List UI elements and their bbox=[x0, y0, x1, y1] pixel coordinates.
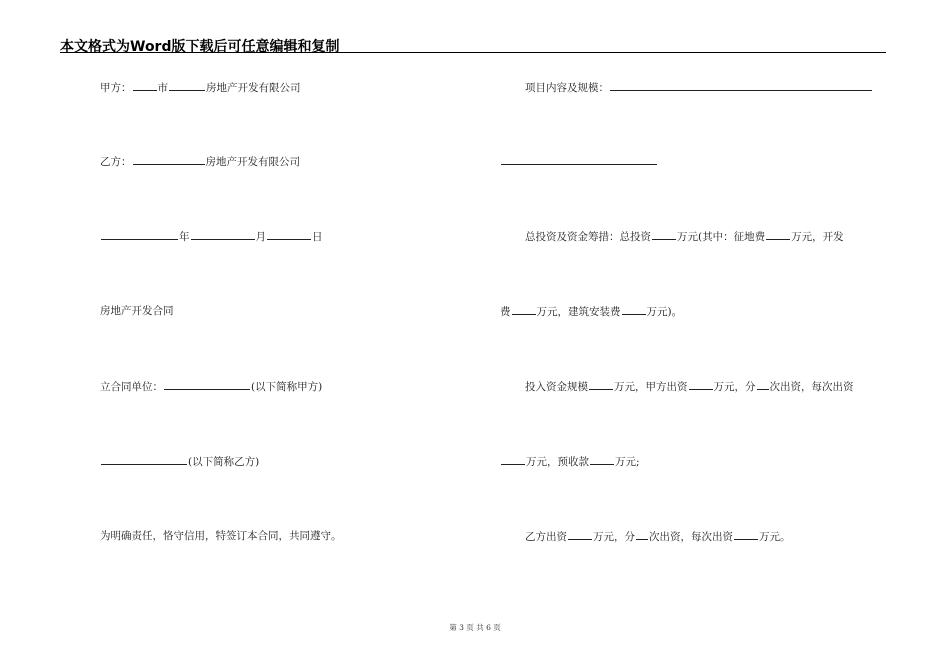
capital-text-6: 万元; bbox=[615, 456, 640, 468]
project-label: 项目内容及规模： bbox=[525, 82, 609, 94]
year-label: 年 bbox=[179, 231, 190, 243]
signing-unit-label: 立合同单位： bbox=[100, 381, 163, 393]
header-divider bbox=[60, 52, 886, 53]
project-blank-2 bbox=[501, 154, 657, 165]
party-b-capital-blank bbox=[568, 529, 592, 540]
document-header-title: 本文格式为Word版下载后可任意编辑和复制 bbox=[60, 39, 340, 55]
party-b-capital-line bbox=[525, 529, 791, 544]
party-b-capital-text-3: 次出资，每次出资 bbox=[649, 531, 733, 543]
party-b-short-blank bbox=[101, 454, 187, 465]
party-b-company: 房地产开发有限公司 bbox=[205, 156, 300, 168]
city-label: 市 bbox=[157, 82, 168, 94]
capital-text-1: 投入资金规模 bbox=[525, 381, 588, 393]
month-label: 月 bbox=[255, 231, 266, 243]
investment-text-6: 万元)。 bbox=[646, 306, 683, 318]
city-blank bbox=[133, 80, 157, 91]
party-a-company: 房地产开发有限公司 bbox=[206, 82, 301, 94]
project-line bbox=[525, 80, 873, 95]
page-number: 第 3 页 共 6 页 bbox=[449, 623, 501, 632]
construction-fee-blank bbox=[622, 304, 646, 315]
party-b-capital-text-4: 万元。 bbox=[759, 531, 791, 543]
date-line bbox=[100, 229, 323, 244]
capital-text-3: 万元，分 bbox=[713, 381, 756, 393]
capital-text-2: 万元，甲方出资 bbox=[614, 381, 688, 393]
investment-text-3: 万元，开发 bbox=[791, 231, 844, 243]
installments-blank bbox=[757, 379, 769, 390]
party-b-installments-blank bbox=[636, 529, 648, 540]
day-blank bbox=[267, 229, 311, 240]
per-installment-blank bbox=[501, 454, 525, 465]
year-blank bbox=[101, 229, 178, 240]
advance-payment-blank bbox=[590, 454, 614, 465]
investment-line-1 bbox=[525, 229, 844, 244]
day-label: 日 bbox=[312, 231, 323, 243]
signing-unit-blank bbox=[164, 379, 250, 390]
month-blank bbox=[191, 229, 255, 240]
capital-line-2 bbox=[500, 454, 640, 469]
capital-scale-blank bbox=[589, 379, 613, 390]
purpose-statement: 为明确责任，恪守信用，特签订本合同，共同遵守。 bbox=[100, 530, 342, 542]
land-fee-blank bbox=[766, 229, 790, 240]
party-a-label: 甲方： bbox=[100, 82, 132, 94]
total-investment-blank bbox=[652, 229, 676, 240]
party-a-capital-blank bbox=[689, 379, 713, 390]
party-a-line bbox=[100, 80, 301, 95]
signing-unit-suffix: (以下简称甲方) bbox=[251, 381, 323, 393]
capital-text-5: 万元，预收款 bbox=[526, 456, 589, 468]
project-blank bbox=[610, 80, 872, 91]
investment-text-1: 总投资及资金筹措：总投资 bbox=[525, 231, 651, 243]
party-a-name-blank bbox=[169, 80, 205, 91]
party-b-line bbox=[100, 154, 300, 169]
party-b-capital-text-1: 乙方出资 bbox=[525, 531, 567, 543]
investment-line-2 bbox=[500, 304, 682, 319]
investment-text-5: 万元，建筑安装费 bbox=[536, 306, 621, 318]
party-b-per-installment-blank bbox=[734, 529, 758, 540]
investment-text-4: 费 bbox=[500, 306, 511, 318]
contract-title: 房地产开发合同 bbox=[100, 305, 174, 317]
investment-text-2: 万元(其中：征地费 bbox=[677, 231, 766, 243]
dev-fee-blank bbox=[512, 304, 536, 315]
capital-line-1 bbox=[525, 379, 854, 394]
party-b-capital-text-2: 万元，分 bbox=[593, 531, 635, 543]
party-b-short-line bbox=[100, 454, 259, 469]
signing-unit-line bbox=[100, 379, 322, 394]
party-b-name-blank bbox=[133, 154, 205, 165]
project-continuation bbox=[500, 154, 658, 169]
capital-text-4: 次出资，每次出资 bbox=[769, 381, 854, 393]
party-b-short-suffix: (以下简称乙方) bbox=[188, 456, 260, 468]
party-b-label: 乙方： bbox=[100, 156, 132, 168]
